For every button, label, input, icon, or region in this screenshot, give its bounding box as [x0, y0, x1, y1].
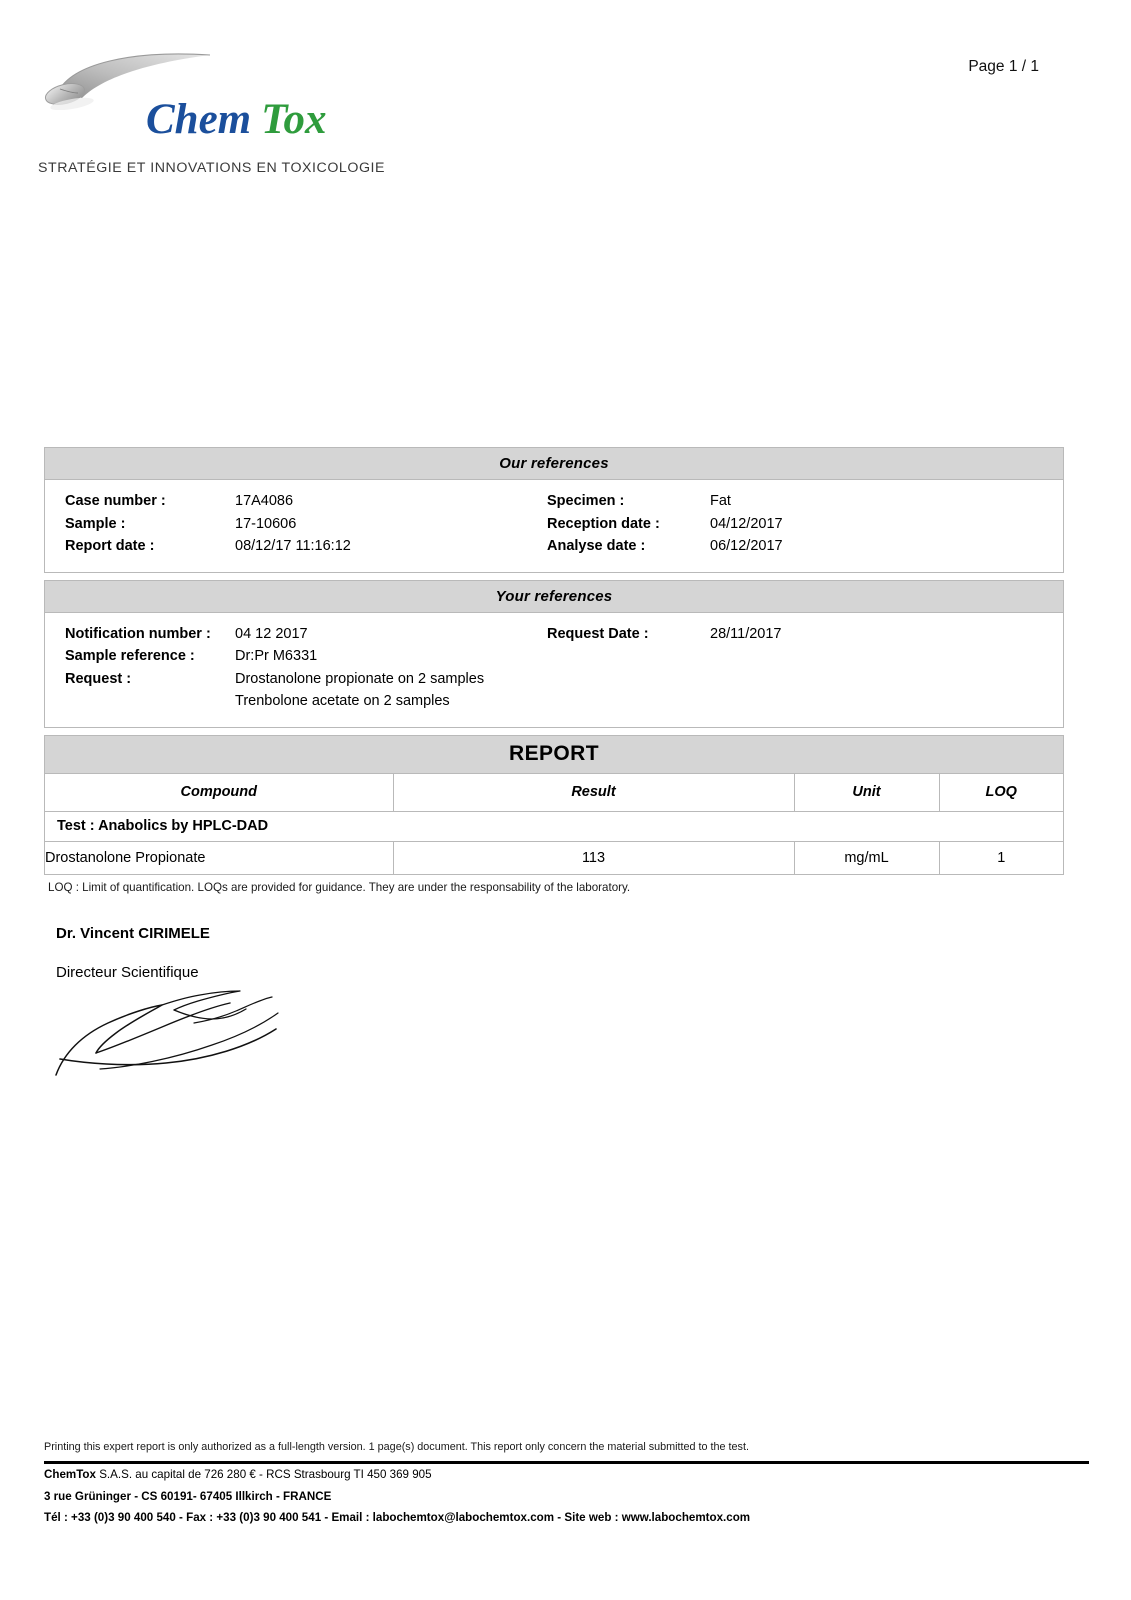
reception-date-field	[545, 513, 1045, 536]
sample-reference-value: Dr:Pr M6331	[235, 648, 318, 664]
sample-value: 17-10606	[235, 515, 297, 532]
request-values	[235, 668, 484, 713]
report-panel	[44, 735, 1064, 875]
analyse-date-field	[545, 535, 1045, 558]
our-references-panel	[44, 447, 1064, 573]
sample-field	[45, 513, 545, 536]
specimen-value: Fat	[710, 493, 731, 509]
footer-contact: Tél : +33 (0)3 90 400 540 - Fax : +33 (0)3 90 400 541 - Email : labochemtox@labochemtox.com - Site web : www.labochemtox.com	[44, 1511, 751, 1524]
our-references-row-2	[45, 513, 1063, 536]
chemtox-logo	[38, 48, 386, 176]
signature-block	[56, 925, 476, 1084]
reception-date-value: 04/12/2017	[710, 515, 783, 532]
request-date-value: 28/11/2017	[710, 625, 782, 642]
reception-date-label: Reception date :	[547, 515, 660, 532]
signatory-role: Directeur Scientifique	[56, 964, 199, 981]
page-header	[0, 0, 1131, 176]
analyse-date-label: Analyse date :	[547, 538, 646, 554]
logo-word-chem: Chem	[146, 96, 252, 143]
loq-note: LOQ : Limit of quantification. LOQs are provided for guidance. They are under the responsability of the laboratory.	[48, 880, 631, 894]
sample-label: Sample :	[65, 515, 126, 532]
case-number-label: Case number :	[65, 493, 166, 509]
request-label: Request :	[65, 670, 132, 687]
case-number-value: 17A4086	[235, 493, 294, 509]
case-number-field	[45, 490, 545, 513]
your-references-row-1	[45, 623, 1063, 646]
notification-number-label: Notification number :	[65, 625, 211, 642]
your-references-panel	[44, 580, 1064, 728]
our-references-row-1	[45, 490, 1063, 513]
logo-word-tox: Tox	[261, 96, 327, 143]
column-header-unit: Unit	[794, 774, 939, 812]
analyse-date-value: 06/12/2017	[710, 538, 783, 554]
request-field	[45, 668, 545, 713]
footer-company-name: ChemTox	[44, 1468, 96, 1481]
sample-reference-field	[45, 645, 545, 668]
footer-address: 3 rue Grüninger - CS 60191- 67405 Illkirch - FRANCE	[44, 1489, 332, 1503]
footer-company-line	[44, 1464, 1089, 1486]
request-date-field	[545, 623, 1045, 646]
request-line-2: Trenbolone acetate on 2 samples	[235, 693, 450, 709]
report-table-body	[45, 811, 1063, 874]
request-date-label: Request Date :	[547, 625, 649, 642]
logo-wordmark	[146, 98, 326, 141]
your-references-row-3	[45, 668, 1063, 713]
cell-unit: mg/mL	[794, 841, 939, 874]
report-table-head	[45, 774, 1063, 812]
cell-result: 113	[393, 841, 794, 874]
logo-tagline: STRATÉGIE ET INNOVATIONS EN TOXICOLOGIE	[38, 160, 386, 176]
cell-compound: Drostanolone Propionate	[45, 841, 393, 874]
column-header-loq: LOQ	[939, 774, 1063, 812]
report-date-value: 08/12/17 11:16:12	[235, 538, 351, 554]
signature-image	[54, 979, 294, 1079]
page-footer	[44, 1440, 1089, 1529]
report-table	[45, 774, 1063, 874]
report-date-label: Report date :	[65, 538, 155, 554]
your-references-title: Your references	[45, 581, 1063, 613]
table-row	[45, 841, 1063, 874]
our-references-row-3	[45, 535, 1063, 558]
our-references-body	[45, 480, 1063, 572]
your-references-row-2	[45, 645, 1063, 668]
signatory-name: Dr. Vincent CIRIMELE	[56, 925, 210, 942]
sample-reference-label: Sample reference :	[65, 648, 195, 664]
request-line-1: Drostanolone propionate on 2 samples	[235, 670, 485, 687]
notification-number-value: 04 12 2017	[235, 625, 308, 642]
report-title: REPORT	[45, 736, 1063, 774]
column-header-result: Result	[393, 774, 794, 812]
notification-number-field	[45, 623, 545, 646]
report-date-field	[45, 535, 545, 558]
report-content	[44, 447, 1064, 895]
cell-loq: 1	[997, 849, 1006, 866]
footer-disclaimer: Printing this expert report is only authorized as a full-length version. 1 page(s) document. This report only concern the material submitted to the test.	[44, 1441, 749, 1453]
specimen-field	[545, 490, 1045, 513]
footer-company-details: S.A.S. au capital de 726 280 € - RCS Strasbourg TI 450 369 905	[95, 1468, 432, 1481]
your-references-body	[45, 613, 1063, 727]
test-group-row	[45, 811, 1063, 841]
column-header-compound: Compound	[45, 774, 393, 812]
specimen-label: Specimen :	[547, 493, 625, 509]
page-number: Page 1 / 1	[968, 58, 1039, 75]
report-header-row	[45, 774, 1063, 812]
our-references-title: Our references	[45, 448, 1063, 480]
test-group-label: Test : Anabolics by HPLC-DAD	[45, 811, 1063, 841]
